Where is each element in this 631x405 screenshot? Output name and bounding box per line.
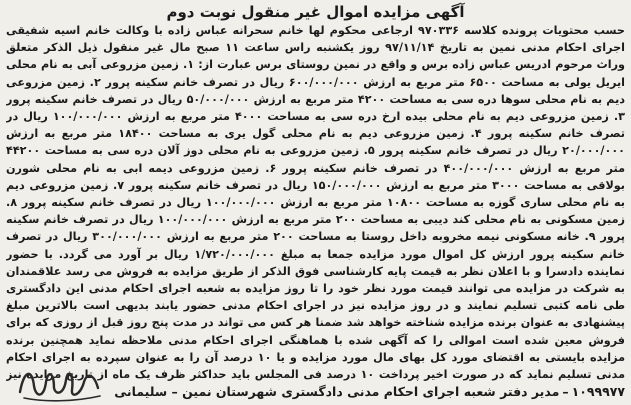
notice-title: آگهی مزایده اموال غیر منقول نوبت دوم (166, 3, 465, 21)
handwritten-signature (14, 362, 104, 404)
notice-body: حسب محتویات پرونده کلاسه ۹۷۰۳۳۶ ارجاعی محکوم لها خانم سحرانه عباس زاده با وکالت خانم اسیه شفیقی اجرای احکام مدنی نمین به تاریخ ۹۷/۱۱/۱۴ روز یکشنبه راس ساعت ۱۱ صبح مال غیر منقول ذیل الذکر متعلق وراث مرحوم ادریس عباس زاده برس و واقع در نمین روستای برس عبارت از: ۱. زمین مزروعی آبی به نام محلی ایریل یولی به مساحت ۶۵۰۰ متر مربع به ارزش ۶۰۰/۰۰۰/۰۰۰ ریال در تصرف خانم سکینه پرور ۲. زمین مزروعی دیم به نام محلی سوها دره سی به مساحت ۴۲۰۰ متر مربع به ارزش ۵۰/۰۰۰/۰۰۰ ریال در تصرف خانم سکینه پرور ۳. زمین مزروعی دیم به نام محلی بیده ارخ دره سی به مساحت ۴۰۰۰ متر مربع به ارزش ۱۰۰/۰۰۰/۰۰۰ ریال در تصرف خانم سکینه پرور ۴. زمین مزروعی دیم به نام محلی گول یری به مساحت ۱۸۴۰۰ متر مربع به ارزش ۲۰/۰۰۰/۰۰۰ ریال در تصرف خانم سکینه پرور ۵. زمین مزروعی به نام محلی دوز آلان دره سی به مساحت ۴۴۲۰۰ متر مربع به ارزش ۴۰۰/۰۰۰/۰۰۰ در تصرف خانم سکینه پرور ۶. زمین مزروعی دیمه ابی به نام محلی شورن بولاقی به مساحت ۳۰۰۰ متر مربع به ارزش ۱۵۰/۰۰۰/۰۰۰ ریال در تصرف خانم سکینه پرور ۷. زمین مزروعی دیم به نام محلی ساری گوزه به مساحت ۱۰۸۰۰ متر مربع به ارزش ۱۰۰/۰۰۰/۰۰۰ ریال در تصرف خانم سکینه پرور ۸. زمین مسکونی به نام محلی کند دیبی به مساحت ۲۰۰ متر مربع به ارزش ۱۰۰/۰۰۰/۰۰۰ ریال در تصرف خانم سکینه پرور ۹. خانه مسکونی نیمه مخروبه داخل روستا به مساحت ۲۰۰ متر مربع به ارزش ۳۰۰/۰۰۰/۰۰۰ ریال در تصرف خانم سکینه پرور ارزش کل اموال مورد مزایده جمعا به مبلغ ۱/۷۲۰/۰۰۰/۰۰۰ ریال بر آورد می گردد. با حضور نماینده دادسرا و با اعلان نظر به قیمت پایه کارشناسی فوق الذکر از طریق مزایده به فروش می رسد علاقمندان به شرکت در مزایده می توانند قیمت مورد نظر خود را تا روز مزایده به شعبه اجرای احکام مدنی این دادگستری طی نامه کتبی تسلیم نمایند و در روز مزایده نیز در اجرای احکام مدنی حضور یابند بدیهی است بالاترین مبلغ پیشنهادی به عنوان برنده مزایده شناخته خواهد شد ضمنا هر کس می تواند در مدت پنج روز قبل از روزی که برای فروش معین شده است اموالی را که آگهی شده با هماهنگی اجرای احکام مدنی ملاحظه نماید همچنین برنده مزایده بایستی به اقتضای مورد کل بهای مال مورد مزایده و یا ۱۰ درصد آن را به عنوان سپرده به اجرای احکام مدنی تسلیم نماید که در صورت اخیر پرداخت ۱۰ درصد فی المجلس باید حداکثر ظرف یک ماه از تاریخ مزایده نیز (6, 24, 625, 382)
notice-code: ۱۰۹۹۹۷۷ (571, 383, 625, 399)
notice-signatory: مدیر دفتر شعبه اجرای احکام مدنی دادگستری شهرستان نمین – سلیمانی (114, 383, 560, 399)
footer-separator: – (562, 383, 569, 399)
